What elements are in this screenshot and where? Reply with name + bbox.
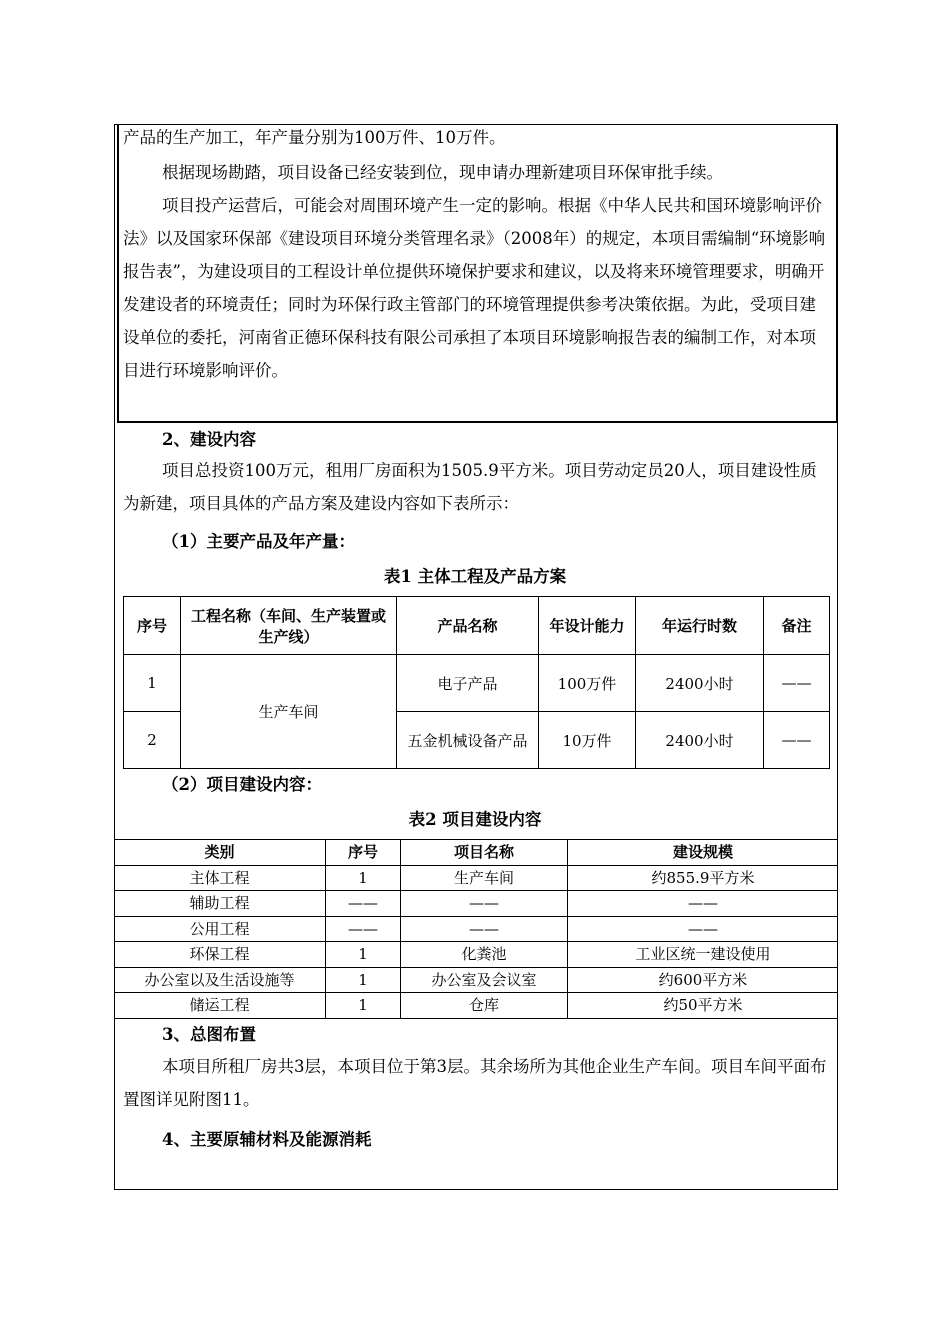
table2-header: 类别 xyxy=(114,840,326,866)
table-row xyxy=(114,993,838,1019)
intro-paragraph-3: 项目投产运营后，可能会对周围环境产生一定的影响。根据《中华人民共和国环境影响评价法》以及国家环保部《建设项目环境分类管理名录》（2008年）的规定，本项目需编制“环境影响报告表”，为建设项目的工程设计单位提供环境保护要求和建议，以及将来环境管理要求，明确开发建设者的环境责任；同时为环保行政主管部门的环境管理提供参考决策依据。为此，受项目建设单位的委托，河南省正德环保科技有限公司承担了本项目环境影响报告表的编制工作，对本项目进行环境影响评价。 xyxy=(123,196,826,380)
table2-header: 序号 xyxy=(326,840,401,866)
table2-caption: 表2 项目建设内容 xyxy=(408,810,542,829)
table-row xyxy=(114,891,838,917)
table2-cell: 约600平方米 xyxy=(568,967,839,993)
section2-heading: 2、建设内容 xyxy=(162,430,256,449)
table2-header: 建设规模 xyxy=(568,840,839,866)
table2-cell: 公用工程 xyxy=(114,916,326,942)
table2-cell: —— xyxy=(326,891,401,917)
table1-cell: 1 xyxy=(124,655,181,712)
table1-cell: 10万件 xyxy=(539,712,636,769)
table2-header: 项目名称 xyxy=(401,840,568,866)
table2-cell: 约50平方米 xyxy=(568,993,839,1019)
table2-cell: 主体工程 xyxy=(114,865,326,891)
table1-header: 产品名称 xyxy=(397,597,539,655)
table2-cell: 储运工程 xyxy=(114,993,326,1019)
section2-sub1: （1）主要产品及年产量： xyxy=(162,532,355,551)
table2-cell: 1 xyxy=(326,993,401,1019)
intro-paragraph-2: 根据现场勘踏，项目设备已经安装到位，现申请办理新建项目环保审批手续。 xyxy=(162,163,723,182)
table2-cell: 办公室及会议室 xyxy=(401,967,568,993)
product-table xyxy=(123,596,830,769)
table1-caption: 表1 主体工程及产品方案 xyxy=(383,567,567,586)
section4-heading: 4、主要原辅材料及能源消耗 xyxy=(162,1130,372,1149)
table1-cell: 100万件 xyxy=(539,655,636,712)
section3-paragraph: 本项目所租厂房共3层，本项目位于第3层。其余场所为其他企业生产车间。项目车间平面布置图详见附图11。 xyxy=(123,1057,827,1109)
table2-cell: 办公室以及生活设施等 xyxy=(114,967,326,993)
table-row xyxy=(114,916,838,942)
table1-cell: —— xyxy=(764,712,830,769)
table-row xyxy=(114,865,838,891)
table2-cell: 1 xyxy=(326,865,401,891)
table2-cell: 生产车间 xyxy=(401,865,568,891)
table2-cell: —— xyxy=(568,916,839,942)
table2-cell: 工业区统一建设使用 xyxy=(568,942,839,968)
table-row xyxy=(124,655,830,712)
table2-cell: —— xyxy=(326,916,401,942)
table2-cell: —— xyxy=(568,891,839,917)
table1-header: 工程名称（车间、生产装置或生产线） xyxy=(181,597,397,655)
table1-header: 年运行时数 xyxy=(636,597,764,655)
table2-cell: 约855.9平方米 xyxy=(568,865,839,891)
table1-header: 序号 xyxy=(124,597,181,655)
table1-cell: 电子产品 xyxy=(397,655,539,712)
table1-cell: 2400小时 xyxy=(636,712,764,769)
table1-workshop-cell: 生产车间 xyxy=(181,655,397,769)
table2-cell: 环保工程 xyxy=(114,942,326,968)
table2-cell: 仓库 xyxy=(401,993,568,1019)
table1-cell: 2400小时 xyxy=(636,655,764,712)
table2-cell: 辅助工程 xyxy=(114,891,326,917)
table1-cell: 五金机械设备产品 xyxy=(397,712,539,769)
table1-cell: 2 xyxy=(124,712,181,769)
section2-paragraph: 项目总投资100万元，租用厂房面积为1505.9平方米。项目劳动定员20人，项目建设性质为新建，项目具体的产品方案及建设内容如下表所示： xyxy=(123,461,817,513)
table-row xyxy=(114,967,838,993)
table2-cell: —— xyxy=(401,916,568,942)
intro-line: 产品的生产加工，年产量分别为100万件、10万件。 xyxy=(123,128,506,147)
table2-cell: —— xyxy=(401,891,568,917)
table2-cell: 化粪池 xyxy=(401,942,568,968)
section2-sub2: （2）项目建设内容： xyxy=(162,775,322,794)
table1-header: 备注 xyxy=(764,597,830,655)
table-row xyxy=(114,942,838,968)
table2-cell: 1 xyxy=(326,942,401,968)
table1-cell: —— xyxy=(764,655,830,712)
table2-cell: 1 xyxy=(326,967,401,993)
section3-heading: 3、总图布置 xyxy=(162,1025,256,1044)
table1-header: 年设计能力 xyxy=(539,597,636,655)
construction-table xyxy=(114,839,838,1019)
